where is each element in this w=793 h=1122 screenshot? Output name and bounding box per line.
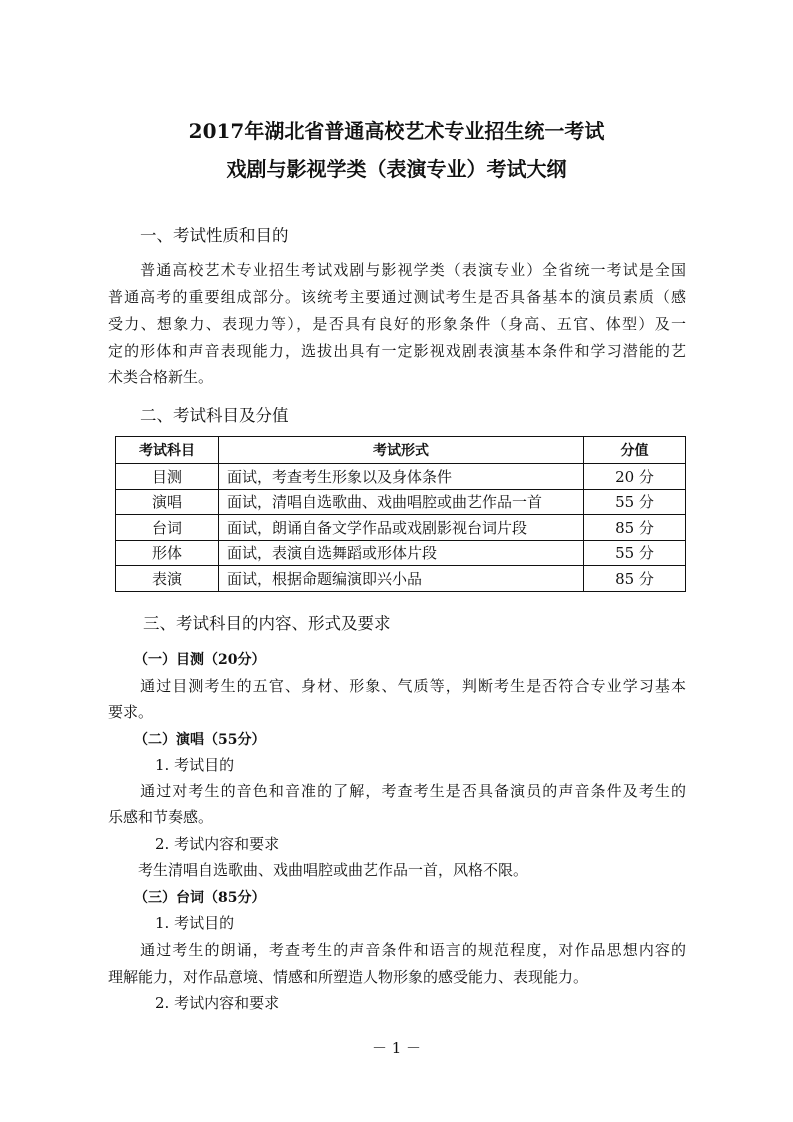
cell-score: 20 分 xyxy=(584,464,686,490)
table-row xyxy=(116,566,686,592)
paragraph-line: 通过对考生的音色和音准的了解，考查考生是否具备演员的声音条件及考生的 xyxy=(108,782,686,800)
section-2-heading: 二、考试科目及分值 xyxy=(140,406,289,425)
item-heading: 2. 考试内容和要求 xyxy=(155,994,280,1012)
cell-format: 面试，表演自选舞蹈或形体片段 xyxy=(219,540,584,566)
item-heading: 1. 考试目的 xyxy=(155,914,235,932)
cell-format: 面试，根据命题编演即兴小品 xyxy=(219,566,584,592)
header-score: 分值 xyxy=(584,437,686,464)
subsection-singing-heading: （二）演唱（55分） xyxy=(134,732,266,748)
subsection-visual-heading: （一）目测（20分） xyxy=(134,652,266,668)
cell-format: 面试，朗诵自备文学作品或戏剧影视台词片段 xyxy=(219,515,584,541)
paragraph-line: 通过考生的朗诵，考查考生的声音条件和语言的规范程度，对作品思想内容的 xyxy=(108,941,686,959)
paragraph-line: 通过目测考生的五官、身材、形象、气质等，判断考生是否符合专业学习基本 xyxy=(108,677,686,695)
cell-subject: 台词 xyxy=(116,515,219,541)
paragraph-line: 乐感和节奏感。 xyxy=(108,808,214,826)
document-title-line-2: 戏剧与影视学类（表演专业）考试大纲 xyxy=(226,157,567,181)
paragraph-line: 术类合格新生。 xyxy=(108,368,214,386)
paragraph-line: 理解能力，对作品意境、情感和所塑造人物形象的感受能力、表现能力。 xyxy=(108,968,589,986)
section-1-heading: 一、考试性质和目的 xyxy=(140,226,289,245)
document-title-line-1: 2017年湖北省普通高校艺术专业招生统一考试 xyxy=(188,119,605,143)
cell-score: 55 分 xyxy=(584,540,686,566)
cell-format: 面试，考查考生形象以及身体条件 xyxy=(219,464,584,490)
paragraph-line: 考生清唱自选歌曲、戏曲唱腔或曲艺作品一首，风格不限。 xyxy=(138,861,529,879)
cell-subject: 形体 xyxy=(116,540,219,566)
item-heading: 2. 考试内容和要求 xyxy=(155,835,280,853)
paragraph-line: 定的形体和声音表现能力，选拔出具有一定影视戏剧表演基本条件和学习潜能的艺 xyxy=(108,342,686,360)
subsection-lines-heading: （三）台词（85分） xyxy=(134,890,266,906)
cell-subject: 演唱 xyxy=(116,489,219,515)
table-row xyxy=(116,515,686,541)
cell-score: 85 分 xyxy=(584,515,686,541)
header-format: 考试形式 xyxy=(219,437,584,464)
subjects-score-table xyxy=(115,436,686,592)
table-row xyxy=(116,489,686,515)
table-header-row xyxy=(116,437,686,464)
paragraph-line: 受力、想象力、表现力等），是否具有良好的形象条件（身高、五官、体型）及一 xyxy=(108,315,686,333)
paragraph-line: 普通高考的重要组成部分。该统考主要通过测试考生是否具备基本的演员素质（感 xyxy=(108,288,686,306)
page-number: － 1 － xyxy=(371,1039,422,1057)
paragraph-line: 普通高校艺术专业招生考试戏剧与影视学类（表演专业）全省统一考试是全国 xyxy=(108,261,686,279)
table-row xyxy=(116,464,686,490)
cell-subject: 表演 xyxy=(116,566,219,592)
cell-subject: 目测 xyxy=(116,464,219,490)
item-heading: 1. 考试目的 xyxy=(155,756,235,774)
cell-score: 85 分 xyxy=(584,566,686,592)
cell-score: 55 分 xyxy=(584,489,686,515)
paragraph-line: 要求。 xyxy=(108,703,154,721)
header-subject: 考试科目 xyxy=(116,437,219,464)
section-3-heading: 三、考试科目的内容、形式及要求 xyxy=(143,614,391,633)
table-row xyxy=(116,540,686,566)
cell-format: 面试，清唱自选歌曲、戏曲唱腔或曲艺作品一首 xyxy=(219,489,584,515)
